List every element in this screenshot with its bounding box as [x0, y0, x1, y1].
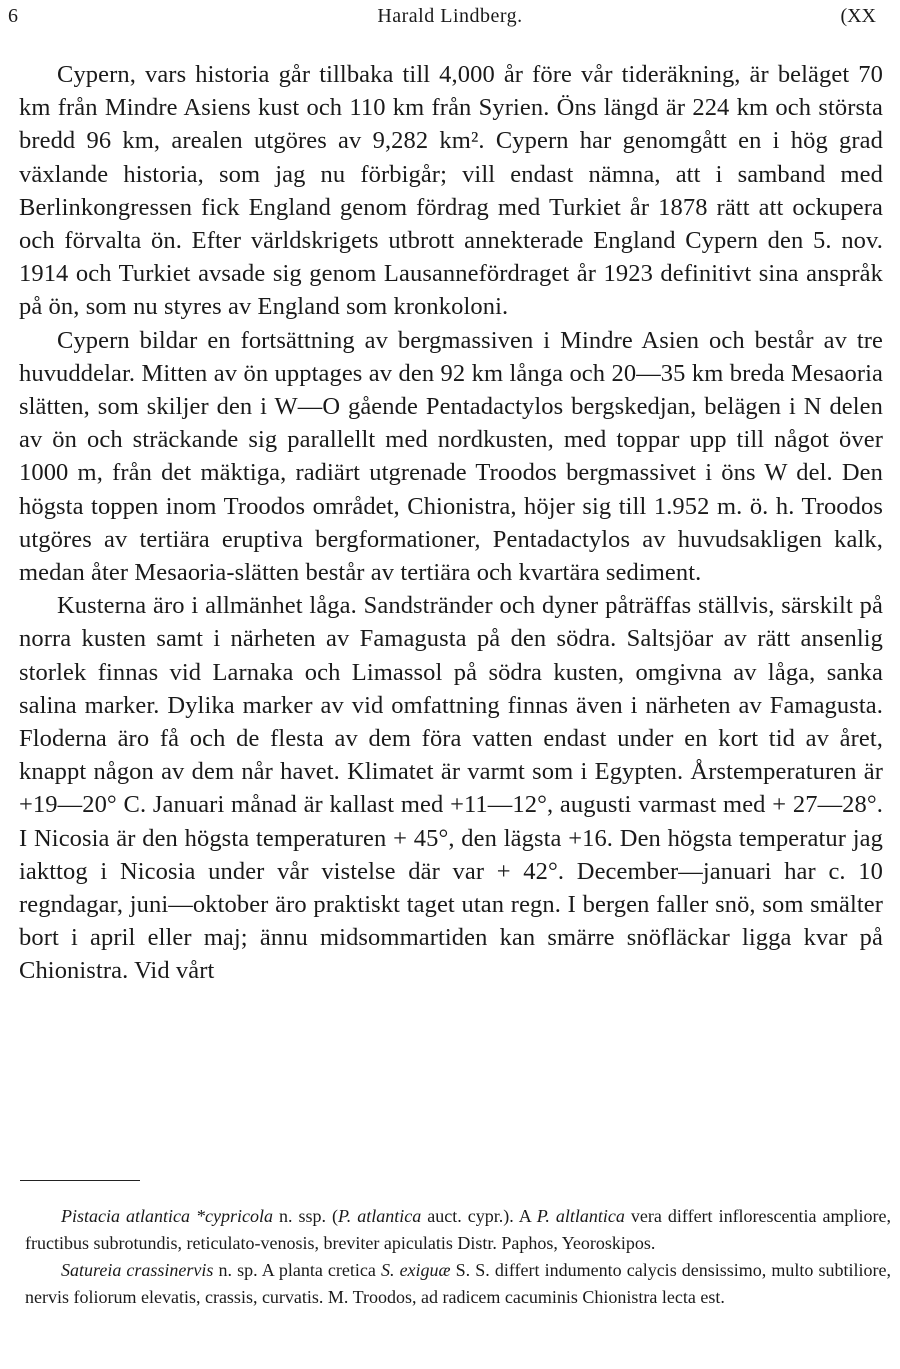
- running-header: [0, 5, 900, 35]
- paragraph-climate: Kusterna äro i allmänhet låga. Sandstränder och dyner påträffas ställvis, särskilt på norra kusten samt i närheten av Famagusta på den södra. Saltsjöar av rätt ansenlig storlek finnas vid Larnaka och Limassol på södra kusten, omgivna av låga, sanka salina marker. Dylika marker av vid omfattning finnas även i närheten av Famagusta. Floderna äro få och de flesta av dem föra vatten endast under en kort tid av året, knappt någon av dem når havet. Klimatet är varmt som i Egypten. Årstemperaturen är +19—20° C. Januari månad är kallast med +11—12°, augusti varmast med + 27—28°. I Nicosia är den högsta temperaturen + 45°, den lägsta +16. Den högsta temperatur jag iakttog i Nicosia under vår vistelse där var + 42°. December—januari har c. 10 regndagar, juni—oktober äro praktiskt taget utan regn. I bergen faller snö, som smälter bort i april eller maj; ännu midsommartiden kan smärre snöfläckar ligga kvar på Chionistra. Vid vårt: [19, 592, 883, 985]
- footnote-subspecies-name: *cypricola: [196, 1206, 273, 1226]
- footnote-text: vera differt inflorescentia ampliore, fructibus subrotundis, reticulato-venosis, breviter apiculatis Distr. Paphos, Yeoroskipos.: [25, 1206, 892, 1253]
- footnote-reference-name: P. atlantica: [338, 1206, 422, 1226]
- paragraph-geography: Cypern bildar en fortsättning av bergmassiven i Mindre Asien och består av tre huvuddelar. Mitten av ön upptages av den 92 km långa och 20—35 km breda Mesaoria slätten, som skiljer den i W—O gående Pentadactylos bergskedjan, belägen i N delen av ön och sträckande sig parallellt med nordkusten, med toppar upp till något över 1000 m, från det mäktiga, radiärt utgrenade Troodos bergmassivet i öns W del. Den högsta toppen inom Troodos området, Chionistra, höjer sig till 1.952 m. ö. h. Troodos utgöres av tertiära eruptiva bergformationer, Pentadactylos av huvudsakligen kalk, medan åter Mesaoria-slätten består av tertiära och kvartära sediment.: [19, 326, 883, 587]
- paragraph-history: Cypern, vars historia går tillbaka till 4,000 år före vår tideräkning, är beläget 70 km från Mindre Asiens kust och 110 km från Syrien. Öns längd är 224 km och största bredd 96 km, arealen utgöres av 9,282 km². Cypern har genomgått en i hög grad växlande historia, som jag nu förbigår; vill endast nämna, att i samband med Berlinkongressen fick England genom fördrag med Turkiet år 1878 rätt att ockupera och förvalta ön. Efter världskrigets utbrott annekterade England Cypern den 5. nov. 1914 och Turkiet avsade sig genom Lausannefördraget år 1923 definitivt sina anspråk på ön, som nu styres av England som kronkoloni.: [19, 61, 883, 321]
- main-text: [19, 58, 883, 988]
- footnote-text: n. sp. A planta cretica: [213, 1260, 381, 1280]
- footnote-species-name: Satureia crassinervis: [61, 1260, 214, 1280]
- footnote-text: auct. cypr.). A: [421, 1206, 537, 1226]
- footnote-pistacia: [25, 1203, 891, 1257]
- footnote-satureia: [25, 1257, 891, 1311]
- footnote-reference-name: S. exiguæ: [380, 1260, 451, 1280]
- volume-marker: (XX: [840, 5, 876, 27]
- footnote-text: n. ssp. (: [273, 1206, 339, 1226]
- footnote-reference-name: P. altlantica: [536, 1206, 625, 1226]
- page-number: 6: [8, 5, 18, 27]
- footnote-species-name: Pistacia atlantica: [61, 1206, 190, 1226]
- footnote-rule: [20, 1180, 140, 1181]
- running-title-author: Harald Lindberg.: [377, 5, 523, 27]
- footnotes: [25, 1203, 891, 1311]
- footnote-text: S. S. differt indumento calycis densissimo, multo subtiliore, nervis foliorum elevatis, crassis, curvatis. M. Troodos, ad radicem cacuminis Chionistra lecta est.: [25, 1260, 891, 1307]
